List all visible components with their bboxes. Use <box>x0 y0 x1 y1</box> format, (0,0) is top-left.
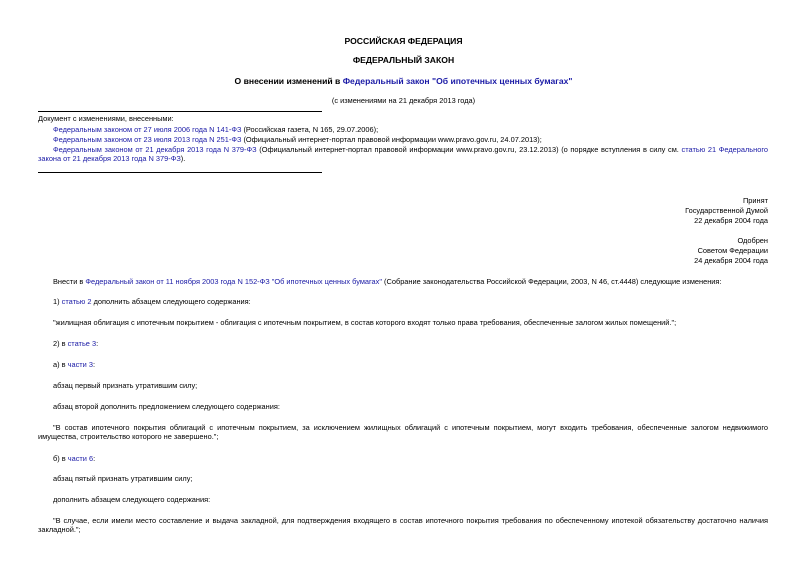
accepted-label: Принят <box>742 196 768 205</box>
divider-bottom <box>38 172 322 173</box>
p4-prefix: 2) в <box>53 339 68 348</box>
body-paragraph-1 <box>53 277 768 286</box>
change-item-3-end: ). <box>180 154 186 164</box>
body-paragraph-5 <box>53 360 768 369</box>
change-item-3 <box>38 145 768 164</box>
law-title <box>0 76 807 87</box>
p2-suffix: дополнить абзацем следующего содержания: <box>91 297 251 306</box>
body-paragraph-7: абзац второй дополнить предложением следующего содержания: <box>53 402 280 411</box>
p1-prefix: Внести в <box>53 277 86 286</box>
p9-suffix: : <box>93 454 96 463</box>
change-item-1 <box>53 125 768 134</box>
p1-law-link[interactable]: Федеральный закон от 11 ноября 2003 года N 152-ФЗ "Об ипотечных ценных бумагах" <box>85 277 382 286</box>
change-item-3-article-link[interactable]: статью 21 Федерального закона от 21 декабря 2013 года N 379-ФЗ <box>38 145 768 164</box>
p9-part-link[interactable]: части 6 <box>67 454 94 463</box>
changes-intro: Документ с изменениями, внесенными: <box>38 114 174 123</box>
approved-label: Одобрен <box>737 236 768 245</box>
doc-type-heading: ФЕДЕРАЛЬНЫЙ ЗАКОН <box>352 55 455 65</box>
change-item-3-link[interactable]: Федеральным законом от 21 декабря 2013 года N 379-ФЗ <box>53 145 257 154</box>
p4-article-link[interactable]: статье 3 <box>67 339 97 348</box>
body-paragraph-10: абзац пятый признать утратившим силу; <box>53 474 193 483</box>
body-paragraph-6: абзац первый признать утратившим силу; <box>53 381 198 390</box>
approved-by: Советом Федерации <box>697 246 768 255</box>
law-title-prefix: О внесении изменений в <box>234 76 343 86</box>
change-item-2 <box>53 135 768 144</box>
body-paragraph-11: дополнить абзацем следующего содержания: <box>53 495 211 504</box>
p1-suffix: (Собрание законодательства Российской Федерации, 2003, N 46, ст.4448) следующие изменения: <box>382 277 722 286</box>
change-item-1-link[interactable]: Федеральным законом от 27 июля 2006 года N 141-ФЗ <box>53 125 242 134</box>
change-item-3-text: (Официальный интернет-портал правовой информации www.pravo.gov.ru, 23.12.2013) (о порядке вступления в силу см. <box>256 145 682 154</box>
change-item-1-text: (Российская газета, N 165, 29.07.2006); <box>241 125 379 134</box>
p5-suffix: : <box>92 360 96 369</box>
edition-note: (с изменениями на 21 декабря 2013 года) <box>331 96 476 105</box>
p5-part-link[interactable]: части 3 <box>67 360 93 369</box>
approved-date: 24 декабря 2004 года <box>694 256 768 265</box>
body-paragraph-4 <box>53 339 768 348</box>
law-title-link[interactable]: Федеральный закон "Об ипотечных ценных бумагах" <box>342 76 573 86</box>
change-item-2-link[interactable]: Федеральным законом от 23 июля 2013 года N 251-ФЗ <box>53 135 242 144</box>
body-paragraph-2 <box>53 297 768 306</box>
body-paragraph-9 <box>53 454 768 463</box>
p5-prefix: а) в <box>53 360 68 369</box>
accepted-by: Государственной Думой <box>685 206 768 215</box>
body-paragraph-12: "В случае, если имели место составление и выдача закладной, для подтверждения входящего в состав ипотечного покрытия требования по обеспеченному ипотекой обязательству достаточно наличия закладной."; <box>38 516 768 535</box>
p2-prefix: 1) <box>53 297 62 306</box>
divider-top <box>38 111 322 112</box>
country-heading: РОССИЙСКАЯ ФЕДЕРАЦИЯ <box>344 36 463 46</box>
body-paragraph-8: "В состав ипотечного покрытия облигаций с ипотечным покрытием, за исключением жилищных облигаций с ипотечным покрытием, могут входить требования, обеспеченные залогом недвижимого имущества, строительство которого не завершено."; <box>38 423 768 442</box>
p4-suffix: : <box>96 339 99 348</box>
p2-article-link[interactable]: статью 2 <box>61 297 92 306</box>
change-item-2-text: (Официальный интернет-портал правовой информации www.pravo.gov.ru, 24.07.2013); <box>241 135 542 144</box>
body-paragraph-3: "жилищная облигация с ипотечным покрытием - облигация с ипотечным покрытием, в состав которого входят только права требования, обеспеченные залогом жилых помещений."; <box>53 318 677 327</box>
accepted-date: 22 декабря 2004 года <box>694 216 768 225</box>
p9-prefix: б) в <box>53 454 68 463</box>
